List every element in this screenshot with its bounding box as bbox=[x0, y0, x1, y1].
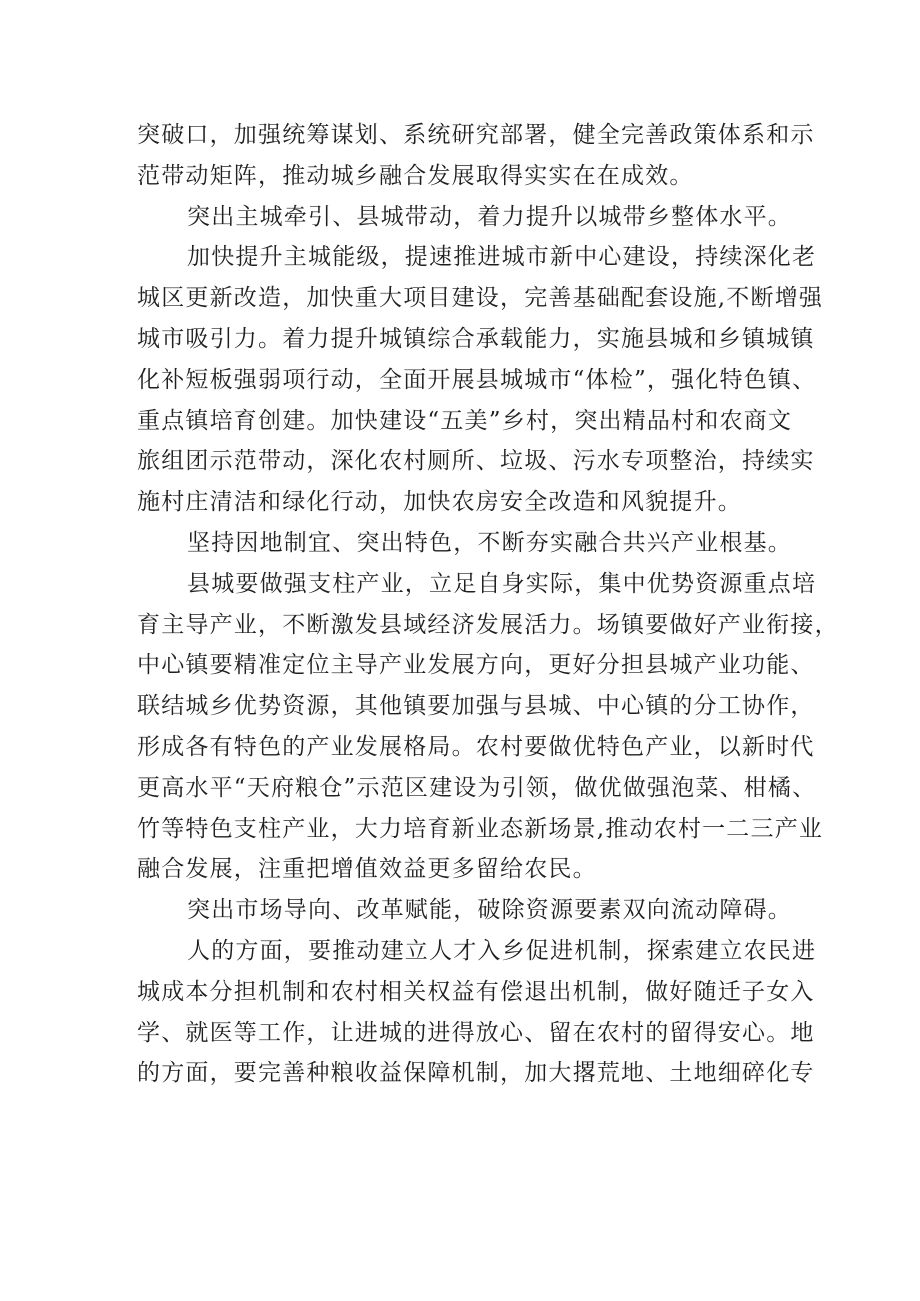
paragraph-3 bbox=[137, 237, 824, 523]
text-line: 人的方面，要推动建立人才入乡促进机制，探索建立农民进 bbox=[187, 937, 817, 964]
paragraph-5 bbox=[137, 564, 839, 890]
text-line: 更高水平“天府粮仓”示范区建设为引领，做优做强泡菜、柑橘、 bbox=[137, 774, 817, 801]
text-line: 施村庄清洁和绿化行动，加快农房安全改造和风貌提升。 bbox=[137, 489, 742, 516]
text-line: 中心镇要精准定位主导产业发展方向，更好分担县城产业功能、 bbox=[137, 652, 815, 679]
text-line: 竹等特色支柱产业，大力培育新业态新场景,推动农村一二三产业 bbox=[137, 815, 824, 842]
text-line: 突破口，加强统筹谋划、系统研究部署，健全完善政策体系和示 bbox=[137, 122, 815, 148]
paragraph-4-heading bbox=[137, 523, 797, 564]
text-line: 范带动矩阵，推动城乡融合发展取得实实在在成效。 bbox=[137, 162, 694, 189]
text-line: 旅组团示范带动，深化农村厕所、垃圾、污水专项整治，持续实 bbox=[137, 448, 815, 475]
text-line: 突出市场导向、改革赋能，破除资源要素双向流动障碍。 bbox=[187, 897, 792, 924]
paragraph-2-heading bbox=[137, 197, 797, 238]
paragraph-7 bbox=[137, 931, 817, 1094]
text-line: 县城要做强支柱产业，立足自身实际，集中优势资源重点培 bbox=[187, 570, 817, 597]
text-line: 化补短板强弱项行动，全面开展县城城市“体检”，强化特色镇、 bbox=[137, 366, 817, 393]
text-line: 学、就医等工作，让进城的进得放心、留在农村的留得安心。地 bbox=[137, 1019, 815, 1046]
text-line: 融合发展，注重把增值效益更多留给农民。 bbox=[137, 856, 597, 883]
paragraph-6-heading bbox=[137, 890, 797, 931]
text-line: 重点镇培育创建。加快建设“五美”乡村，突出精品村和农商文 bbox=[137, 407, 793, 434]
text-line: 突出主城牵引、县城带动，着力提升以城带乡整体水平。 bbox=[187, 203, 792, 230]
text-line: 加快提升主城能级，提速推进城市新中心建设，持续深化老 bbox=[187, 244, 817, 271]
text-line: 城市吸引力。着力提升城镇综合承载能力，实施县城和乡镇城镇 bbox=[137, 325, 815, 352]
text-line: 城成本分担机制和农村相关权益有偿退出机制，做好随迁子女入 bbox=[137, 978, 815, 1005]
text-line: 的方面，要完善种粮收益保障机制，加大撂荒地、土地细碎化专 bbox=[137, 1060, 815, 1087]
text-line: 联结城乡优势资源，其他镇要加强与县城、中心镇的分工协作， bbox=[137, 693, 815, 720]
text-line: 育主导产业，不断激发县域经济发展活力。场镇要做好产业衔接， bbox=[137, 611, 839, 638]
text-line: 城区更新改造，加快重大项目建设，完善基础配套设施,不断增强 bbox=[137, 285, 824, 312]
paragraph-1 bbox=[137, 115, 815, 197]
text-line: 形成各有特色的产业发展格局。农村要做优特色产业，以新时代 bbox=[137, 733, 815, 760]
document-body bbox=[137, 115, 839, 1094]
text-line: 坚持因地制宜、突出特色，不断夯实融合共兴产业根基。 bbox=[187, 529, 792, 556]
